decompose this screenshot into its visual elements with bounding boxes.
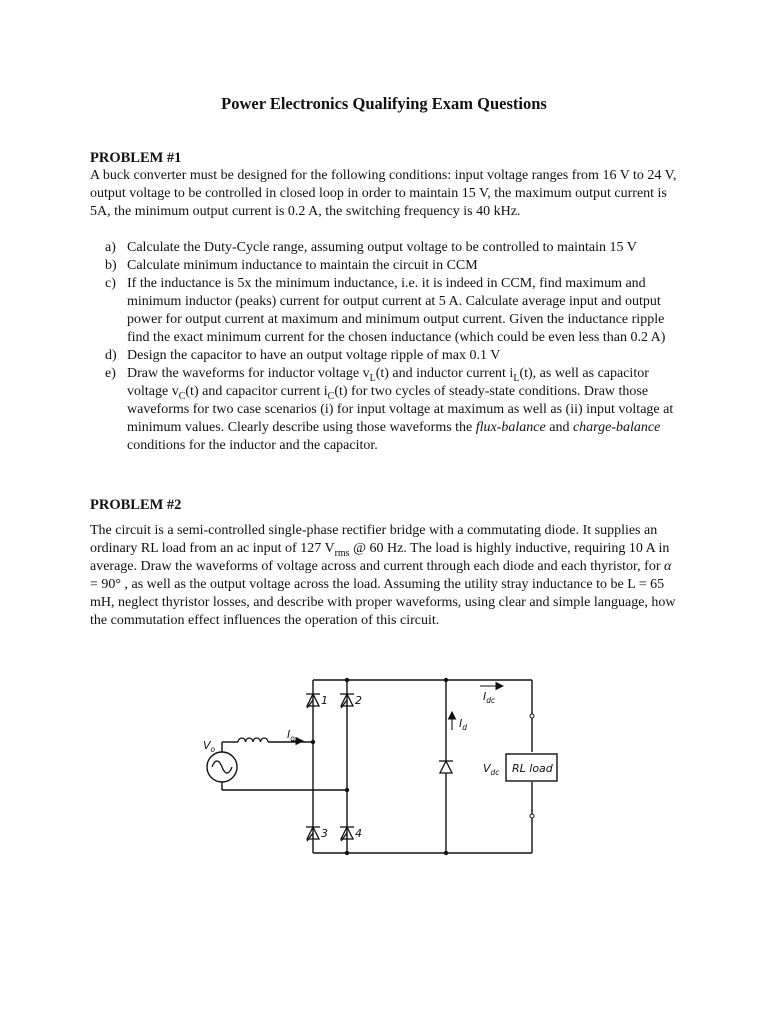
vo-label: $V_o$ bbox=[203, 739, 216, 754]
list-marker: c) bbox=[105, 276, 116, 291]
subscript: L bbox=[513, 372, 520, 384]
id-label: $I_d$ bbox=[459, 717, 468, 732]
text-run: (t) and capacitor current i bbox=[185, 384, 328, 399]
text-run: (t) for two cycles of steady-state conditions. Draw those waveforms for two case scenarios (i) for input voltage at maximum as well as (ii) input voltage at minimum values. Clearly describe using those waveforms the bbox=[127, 384, 674, 435]
text-run: The circuit is a semi-controlled single-phase rectifier bridge with a commutating diode. It supplies an ordinary RL load from an ac input of 127 V bbox=[90, 523, 658, 556]
text-run: (t) and inductor current i bbox=[375, 366, 514, 381]
list-item-text: Calculate minimum inductance to maintain the circuit in CCM bbox=[127, 258, 478, 273]
idc-label: $I_{dc}$ bbox=[483, 690, 496, 705]
list-item-text: If the inductance is 5x the minimum inductance, i.e. it is indeed in CCM, find maximum and minimum inductor (peaks) current for output current at 5 A. Calculate average input and output power for output current at maximum and minimum output current. Given the inductance ripple find the exact minimum current for the chosen inductance (which could be even less than 0.2 A) bbox=[127, 276, 666, 345]
inductor-icon bbox=[238, 738, 268, 742]
text-run: and bbox=[545, 420, 573, 435]
list-item bbox=[90, 347, 690, 365]
thyristor-1-label: 1 bbox=[321, 694, 328, 707]
alpha-symbol: α bbox=[664, 559, 672, 574]
list-marker: b) bbox=[105, 258, 117, 273]
text-run: (t), as well as capacitor voltage v bbox=[127, 366, 649, 399]
thyristor-2-label: 2 bbox=[355, 694, 362, 707]
rl-load-label: RL load bbox=[512, 762, 553, 775]
problem-1-tasks bbox=[90, 239, 690, 455]
page-title: Power Electronics Qualifying Exam Questions bbox=[221, 94, 547, 113]
text-run: Draw the waveforms for inductor voltage v bbox=[127, 366, 370, 381]
list-item bbox=[90, 257, 690, 275]
problem-1-intro: A buck converter must be designed for the following conditions: input voltage ranges from 16 V to 24 V, output voltage to be controlled in closed loop in order to maintain 15 V, the maximum output current is 5A, the minimum output current is 0.2 A, the switching frequency is 40 kHz. bbox=[90, 168, 677, 219]
emphasis: charge-balance bbox=[572, 420, 661, 435]
subscript: L bbox=[369, 372, 376, 384]
problem-2-text bbox=[90, 522, 680, 630]
list-item bbox=[90, 275, 690, 347]
text-run: @ 60 Hz. The load is highly inductive, requiring 10 A in average. Draw the waveforms of voltage across and current through each diode and each thyristor, for bbox=[90, 541, 670, 574]
list-marker: a) bbox=[105, 240, 116, 255]
emphasis: flux-balance bbox=[475, 420, 546, 435]
list-item-text bbox=[127, 366, 673, 453]
subscript: rms bbox=[334, 547, 350, 559]
list-item bbox=[90, 239, 690, 257]
subscript: C bbox=[178, 390, 186, 402]
commutating-diode-icon bbox=[439, 761, 453, 773]
text-run: = 90° , as well as the output voltage across the load. Assuming the utility stray inductance to be L = 65 mH, neglect thyristor losses, and describe with proper waveforms, using clear and simple language, how the commutation effect influences the operation of this circuit. bbox=[90, 577, 676, 628]
vdc-label: $V_{dc}$ bbox=[483, 762, 500, 777]
circuit-nodes bbox=[311, 678, 448, 855]
thyristor-3-label: 3 bbox=[321, 827, 328, 840]
list-marker: d) bbox=[105, 348, 117, 363]
ac-source-icon bbox=[207, 752, 237, 782]
list-item bbox=[90, 365, 690, 455]
io-label: $I_o$ bbox=[287, 728, 295, 743]
subscript: C bbox=[327, 390, 335, 402]
list-item-text: Design the capacitor to have an output voltage ripple of max 0.1 V bbox=[127, 348, 501, 363]
list-marker: e) bbox=[105, 366, 116, 381]
text-run: conditions for the inductor and the capacitor. bbox=[127, 438, 378, 453]
thyristor-4-label: 4 bbox=[355, 827, 362, 840]
rectifier-circuit-diagram bbox=[196, 668, 558, 862]
problem-2-heading: PROBLEM #2 bbox=[90, 497, 182, 513]
list-item-text: Calculate the Duty-Cycle range, assuming output voltage to be controlled to maintain 15 V bbox=[127, 240, 637, 255]
problem-1-heading: PROBLEM #1 bbox=[90, 150, 182, 166]
